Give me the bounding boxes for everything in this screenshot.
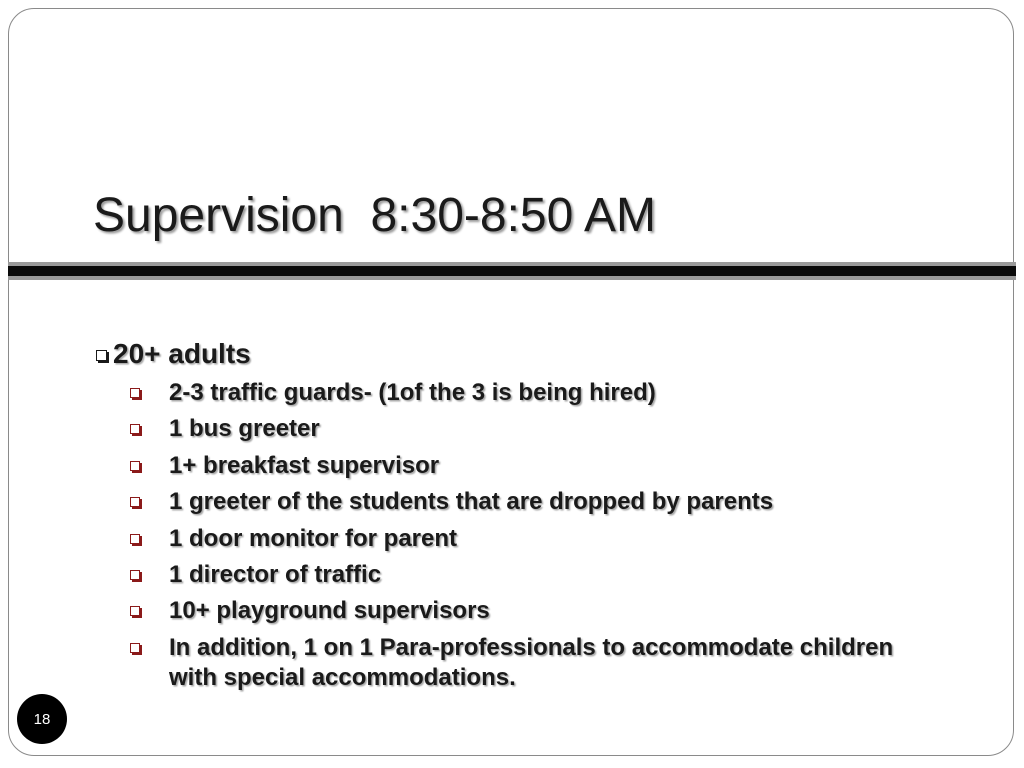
list-item — [130, 596, 930, 626]
list-item — [130, 633, 930, 693]
checkbox-bullet-icon — [130, 424, 140, 434]
list-item-text: In addition, 1 on 1 Para-professionals to accommodate children with special accommodations. — [169, 633, 894, 691]
checkbox-bullet-icon — [130, 388, 140, 398]
title-rule-main — [8, 266, 1016, 276]
sub-bullet-list — [130, 378, 930, 699]
list-item-text: 1 greeter of the students that are dropped by parents — [169, 488, 774, 516]
list-item-text: 1 bus greeter — [169, 415, 320, 443]
checkbox-bullet-icon — [130, 570, 140, 580]
page-number-badge — [17, 694, 67, 744]
page-number: 18 — [33, 710, 51, 728]
list-item — [130, 560, 930, 590]
list-item — [130, 487, 930, 517]
checkbox-bullet-icon — [130, 461, 140, 471]
list-item — [130, 524, 930, 554]
main-bullet-text: 20+ adults — [113, 338, 251, 369]
list-item-text: 1 door monitor for parent — [169, 524, 457, 552]
list-item — [130, 378, 930, 408]
slide-title: Supervision 8:30-8:50 AM — [93, 189, 656, 242]
list-item-text: 1 director of traffic — [169, 560, 382, 588]
title-rule-bottom — [8, 276, 1016, 280]
list-item-text: 10+ playground supervisors — [169, 597, 490, 625]
checkbox-bullet-icon — [130, 497, 140, 507]
checkbox-bullet-icon — [130, 643, 140, 653]
checkbox-bullet-icon — [130, 534, 140, 544]
list-item-text: 2-3 traffic guards- (1of the 3 is being hired) — [169, 379, 656, 406]
list-item — [130, 414, 930, 444]
checkbox-bullet-icon — [130, 606, 140, 616]
list-item-text: 1+ breakfast supervisor — [169, 451, 440, 479]
main-bullet — [96, 338, 251, 370]
checkbox-bullet-icon — [96, 350, 107, 361]
list-item — [130, 451, 930, 481]
